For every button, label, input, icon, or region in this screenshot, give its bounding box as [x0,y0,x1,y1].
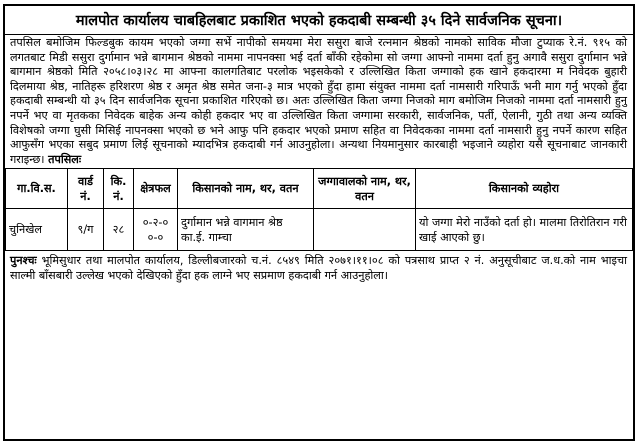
table-row [6,209,633,251]
notice-title: मालपोत कार्यालय चाबहिलबाट प्रकाशित भएको हकदाबी सम्बन्धी ३५ दिने सार्वजनिक सूचना। [5,6,633,35]
notice-body [5,35,633,167]
cell-vdc: चुनिखेल [6,209,68,251]
header-area: क्षेत्रफल [134,169,178,209]
cell-kitta: २८ [104,209,134,251]
cell-ward: ९/ग [68,209,104,251]
notice-body-text: तपसिल बमोजिम फिल्डबुक कायम भएको जग्गा सर्भे नापीको समयमा मेरा ससुरा बाजे रत्नमान श्रेष्ठको नामको साविक मौजा टुप्याक रे.नं. ९१५ को लगतबाट मिडी ससुरा दुर्गामान भन्ने बागमान श्रेष्ठको नाममा नापनक्सा भई दर्ता बाँकी रहेकोमा सो जग्गा आफ्नो नाममा दर्ता हुनु अगावै ससुरा दुर्गामान भन्ने बागमान श्रेष्ठको मिति २०५८।०३।२८ मा आफ्ना कालगतिबाट परलोक भइसकेको र उल्लिखित किता जग्गाको हक खाने हकदारमा म निवेदक बुहारी दिलमाया श्रेष्ठ, नातिहरू हरिशरण श्रेष्ठ र अमृत श्रेष्ठ समेत जना-३ मात्र भएको हुँदा हामा संयुक्त नाममा दर्ता नामसारी गरिपाऊँ भनी माग गर्नु भएको हुँदा हकदाबी सम्बन्धी यो ३५ दिन सार्वजनिक सूचना प्रकाशित गरिएको छ। अतः उल्लिखित किता जग्गा निजको माग बमोजिम निजको नाममा दर्ता नामसारी हुनु नपर्ने भए वा मृतकका निवेदक बाहेक अन्य कोही हकदार भए वा उल्लिखित किता जग्गामा सरकारी, सार्वजनिक, पर्ती, ऐलानी, गुठी तथा अन्य व्यक्ति विशेषको जग्गा घुसी मिसिई नापनक्सा भएको छ भने आफु पनि हकदार भएको प्रमाण सहित वा निवेदकका नाममा दर्ता नामसारी हुनु नपर्ने कारण सहित आफुसँग भएका सबुद प्रमाण लिई सूचनाको म्यादभित्र हकदाबी गर्न आउनुहोला। अन्यथा नियमानुसार कारबाही भइजाने व्यहोरा यसै सूचनाबाट जानकारी गराइन्छ। [10,36,627,166]
cell-remarks: यो जग्गा मेरो नाउँको दर्ता हो। मालमा तिरोतिरान गरी खाई आएको छु। [416,209,633,251]
header-farmer: किसानको नाम, थर, वतन [178,169,314,209]
header-ward: वार्ड नं. [68,169,104,209]
postscript [5,251,633,283]
header-vdc: गा.वि.स. [6,169,68,209]
header-owner: जग्गावालको नाम, थर, वतन [314,169,416,209]
land-details-table [5,168,633,251]
schedule-label: तपसिलः [48,152,82,166]
postscript-label: पुनश्चः [10,254,37,268]
table-header-row [6,169,633,209]
cell-area: ०-२-० ०-० [134,209,178,251]
public-notice [3,4,635,441]
cell-owner [314,209,416,251]
postscript-text: भूमिसुधार तथा मालपोत कार्यालय, डिल्लीबजारको च.नं. ८५४९ मिति २०७१।११।०८ को पत्रसाथ प्राप्त २ नं. अनुसूचीबाट ज.ध.को नाम भाइचा साल्मी बाँसबारी उल्लेख भएको देखिएको हुँदा हक लाग्ने भए सप्रमाण हकदाबी गर्न आउनुहोला। [10,254,627,282]
header-kitta: कि. नं. [104,169,134,209]
cell-farmer: दुर्गामान भन्ने वागमान श्रेष्ठ का.ई. गाम्चा [178,209,314,251]
header-remarks: किसानको व्यहोरा [416,169,633,209]
